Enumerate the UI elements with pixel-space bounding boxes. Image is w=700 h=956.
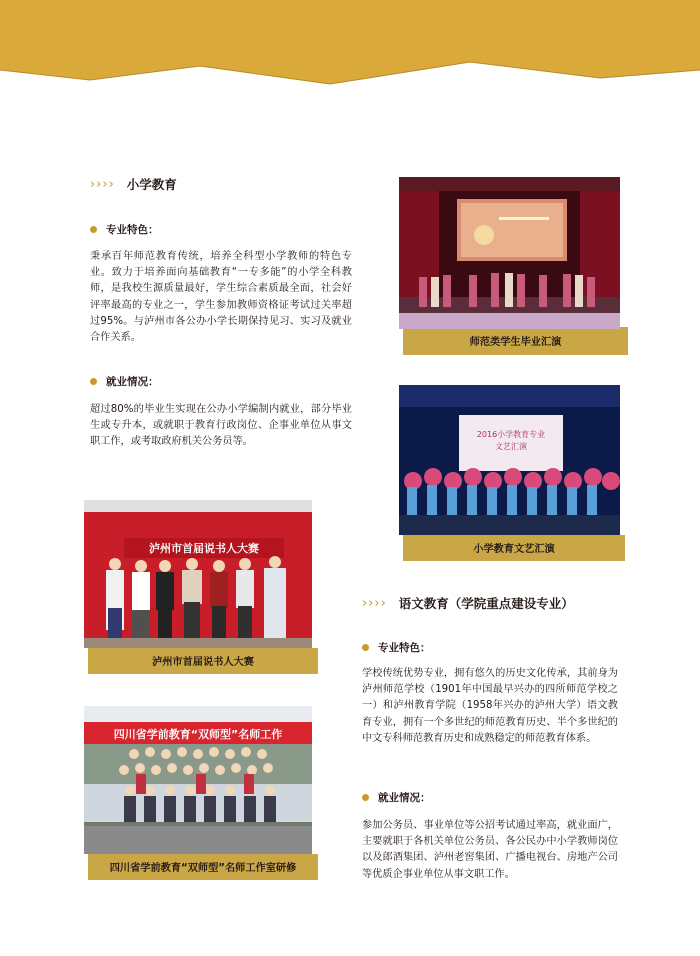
top-decorative-band <box>0 0 700 90</box>
photo-image <box>399 177 620 329</box>
photo-caption: 小学教育文艺汇演 <box>473 544 555 555</box>
features-label: 专业特色： <box>106 224 159 236</box>
features-paragraph: 学校传统优势专业，拥有悠久的历史文化传承，其前身为泸州师范学校（1901年中国最早兴办的四所师范学校之一）和泸州教育学院（1958年兴办的泸州大学）语文教育专业，拥有一个多世纪的师范教育历史、半个多世纪的中文专科师范教育历史和成熟稳定的师范教育体系。 <box>362 668 618 744</box>
employment-paragraph: 参加公务员、事业单位等公招考试通过率高，就业面广，主要就职于各机关单位公务员、各公民办中小学教师岗位以及郎酒集团、泸州老窖集团、广播电视台、房地产公司等优质企事业单位从事文职工作。 <box>362 820 618 880</box>
photo-studio-training <box>82 704 318 880</box>
employment-paragraph: 超过80%的毕业生实现在公办小学编制内就业，部分毕业生或专升本，或就职于教育行政岗位、企事业单位从事文职工作，或考取政府机关公务员等。 <box>90 404 352 448</box>
employment-heading <box>90 374 159 389</box>
features-heading <box>90 222 159 237</box>
photo-image <box>399 385 620 535</box>
employment-label: 就业情况： <box>106 376 159 388</box>
photo-storyteller-contest <box>82 498 318 674</box>
photo-caption: 四川省学前教育“双师型”名师工作室研修 <box>109 863 297 874</box>
photo-art-show <box>395 383 630 561</box>
section-title: 语文教育（学院重点建设专业） <box>398 596 574 611</box>
photo-graduation-show <box>395 175 630 355</box>
photo-caption: 师范类学生毕业汇演 <box>469 337 562 348</box>
section-heading-primary <box>90 175 177 193</box>
bullet-dot-icon <box>90 226 97 233</box>
banner-text: 四川省学前教育“双师型”名师工作 <box>113 728 283 741</box>
photo-image <box>84 500 312 648</box>
chevrons-decoration: ›››› <box>90 176 115 192</box>
employment-label: 就业情况： <box>378 792 431 804</box>
chevrons-decoration: ›››› <box>362 595 387 611</box>
photo-image <box>84 706 312 854</box>
features-heading <box>362 640 431 655</box>
section-heading-chinese <box>362 594 574 612</box>
employment-heading <box>362 790 431 805</box>
photo-caption: 泸州市首届说书人大赛 <box>152 657 254 668</box>
bullet-dot-icon <box>362 794 369 801</box>
screen-text-line2: 文艺汇演 <box>495 442 527 451</box>
banner-text: 泸州市首届说书人大赛 <box>149 542 259 555</box>
section-title: 小学教育 <box>126 177 177 192</box>
bullet-dot-icon <box>90 378 97 385</box>
features-label: 专业特色： <box>378 642 431 654</box>
screen-text-line1: 2016小学教育专业 <box>476 430 546 439</box>
features-paragraph: 秉承百年师范教育传统，培养全科型小学教师的特色专业。致力于培养面向基础教育“一专多能”的小学全科教师，是我校生源质量最好，学生综合素质最全面，社会好评率最高的专业之一，学生参加教师资格证考试过关率超过95%。与泸州市各公办小学长期保持见习、实习及就业合作关系。 <box>90 251 352 344</box>
bullet-dot-icon <box>362 644 369 651</box>
